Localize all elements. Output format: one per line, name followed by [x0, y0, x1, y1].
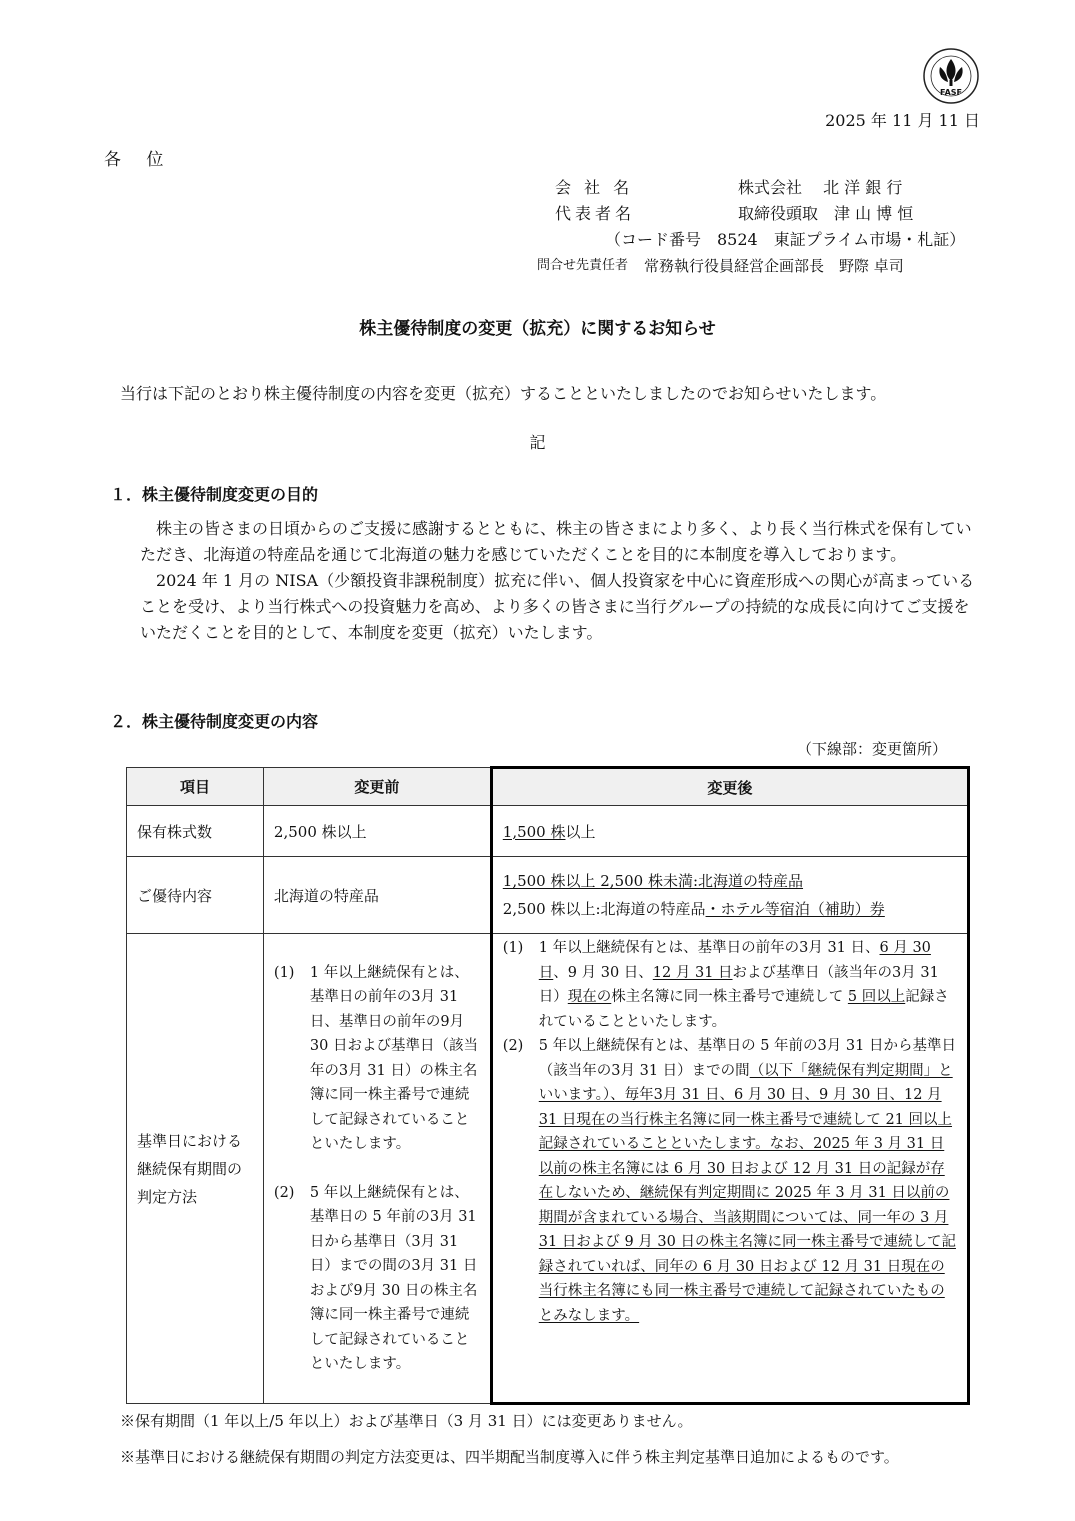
fasf-logo [922, 47, 980, 105]
row1-item: 保有株式数 [127, 806, 264, 857]
row3-before [263, 934, 491, 1404]
stock-code: （コード番号 8524 東証プライム市場・札証） [605, 230, 966, 249]
addressee: 各 位 [104, 150, 174, 170]
list-text: 1 年以上継続保有とは、基準日の前年の3月 31 日、基準日の前年の9月 30 日および基準日（該当年の3月 31 日）の株主名簿に同一株主番号で連続して記録されていることといたします。 [309, 964, 478, 1152]
contact-label: 問合せ先責任者 [537, 258, 629, 273]
contact-row [537, 253, 985, 279]
row3-before-item2 [274, 1181, 480, 1377]
row2-after-line1: 1,500 株以上 2,500 株未満:北海道の特産品 [502, 872, 804, 890]
row1-after-rest: 以上 [565, 822, 596, 841]
representative-row [555, 201, 985, 227]
page-title: 株主優待制度の変更（拡充）に関するお知らせ [359, 319, 716, 339]
row2-item: ご優待内容 [127, 857, 264, 934]
list-number: (2) [273, 1184, 295, 1201]
section1-para2: 2024 年 1 月の NISA（少額投資非課税制度）拡充に伴い、個人投資家を中心に資産形成への関心が高まっていることを受け、より当行株式への投資魅力を高め、より多くの皆さまに当行グループの持続的な成長に向けてご支援をいただくことを目的として、本制度を変更（拡充）いたします。 [140, 571, 975, 642]
row3-after-item2 [503, 1034, 957, 1328]
list-number: (2) [502, 1038, 524, 1054]
row1-before: 2,500 株以上 [263, 806, 491, 857]
row3-after-item1 [503, 936, 957, 1034]
row3-item: 基準日における継続保有期間の判定方法 [127, 934, 264, 1404]
header-item: 項目 [127, 768, 264, 806]
table-header-row [127, 768, 969, 806]
row2-before: 北海道の特産品 [263, 857, 491, 934]
header-after: 変更後 [491, 768, 968, 806]
list-number: (1) [273, 964, 295, 981]
table-row [127, 934, 969, 1404]
footnote-2: ※基準日における継続保有期間の判定方法変更は、四半期配当制度導入に伴う株主判定基準日追加によるものです。 [120, 1448, 899, 1466]
intro-text: 当行は下記のとおり株主優待制度の内容を変更（拡充）することといたしましたのでお知らせいたします。 [120, 384, 887, 403]
company-name-label: 会 社 名 [555, 178, 634, 197]
contact-value: 常務執行役員経営企画部長 野際 卓司 [644, 257, 904, 275]
document-date: 2025 年 11 月 11 日 [825, 111, 980, 130]
representative-label: 代表者名 [555, 204, 636, 223]
list-text: 1 年以上継続保有とは、基準日の前年の3月 31 日、6 月 30 日、9 月 30 日、12 月 31 日および基準日（該当年の3月 31 日）現在の株主名簿に同一株主番号で連続して 5 回以上記録されていることといたします。 [538, 940, 949, 1030]
row3-after [491, 934, 968, 1404]
company-info [537, 175, 985, 279]
table-row [127, 806, 969, 857]
underline-note: （下線部：変更箇所） [796, 740, 947, 758]
row2-after-line2a: 2,500 株以上:北海道の特産品 [502, 900, 706, 918]
footnote-1: ※保有期間（1 年以上/5 年以上）および基準日（3 月 31 日）には変更ありません。 [120, 1412, 693, 1430]
row2-after-line2-changed: ・ホテル等宿泊（補助）券 [705, 900, 885, 918]
section1-para1: 株主の皆さまの日頃からのご支援に感謝するとともに、株主の皆さまにより多く、より長く当行株式を保有していただき、北海道の特産品を通じて北海道の魅力を感じていただくことを目的に本制度を導入しております。 [140, 519, 972, 564]
header-before: 変更前 [263, 768, 491, 806]
ki-mark: 記 [529, 433, 546, 452]
company-name-row [555, 175, 985, 201]
row2-after [491, 857, 968, 934]
company-name-value: 株式会社 北 洋 銀 行 [738, 178, 903, 197]
logo-text: FASF [940, 88, 962, 97]
representative-value: 取締役頭取 津 山 博 恒 [738, 204, 914, 223]
section1-heading: １．株主優待制度変更の目的 [110, 485, 319, 504]
section1-body [140, 516, 976, 646]
list-text: 5 年以上継続保有とは、基準日の 5 年前の3月 31 日から基準日（3月 31 日）までの間の3月 31 日および9月 30 日の株主名簿に同一株主番号で連続して記録されていることといたします。 [309, 1184, 478, 1372]
table-row [127, 857, 969, 934]
row1-after [491, 806, 968, 857]
list-text: 5 年以上継続保有とは、基準日の 5 年前の3月 31 日から基準日（該当年の3月 31 日）までの間（以下「継続保有判定期間」といいます。）、毎年3月 31 日、6 月 30 日、9 月 30 日、12 月 31 日現在の当行株主名簿に同一株主番号で連続して 21 回以上記録されていることといたします。なお、2025 年 3 月 31 日以前の株主名簿には 6 月 30 日および 12 月 31 日の記録が存在しないため、継続保有判定期間に 2025 年 3 月 31 日以前の期間が含まれている場合、当該期間については、同一年の 3 月 31 日および 9 月 30 日の株主名簿に同一株主番号で連続して記録されていれば、同年の 6 月 30 日および 12 月 31 日現在の当行株主名簿にも同一株主番号で連続して記録されていたものとみなします。 [538, 1038, 956, 1324]
row3-before-item1 [274, 961, 480, 1157]
section2-heading: ２．株主優待制度変更の内容 [110, 712, 319, 731]
fasf-leaf-logo-icon [922, 47, 980, 105]
list-number: (1) [502, 940, 524, 956]
comparison-table [126, 766, 970, 1405]
row1-after-changed: 1,500 株 [502, 822, 566, 841]
